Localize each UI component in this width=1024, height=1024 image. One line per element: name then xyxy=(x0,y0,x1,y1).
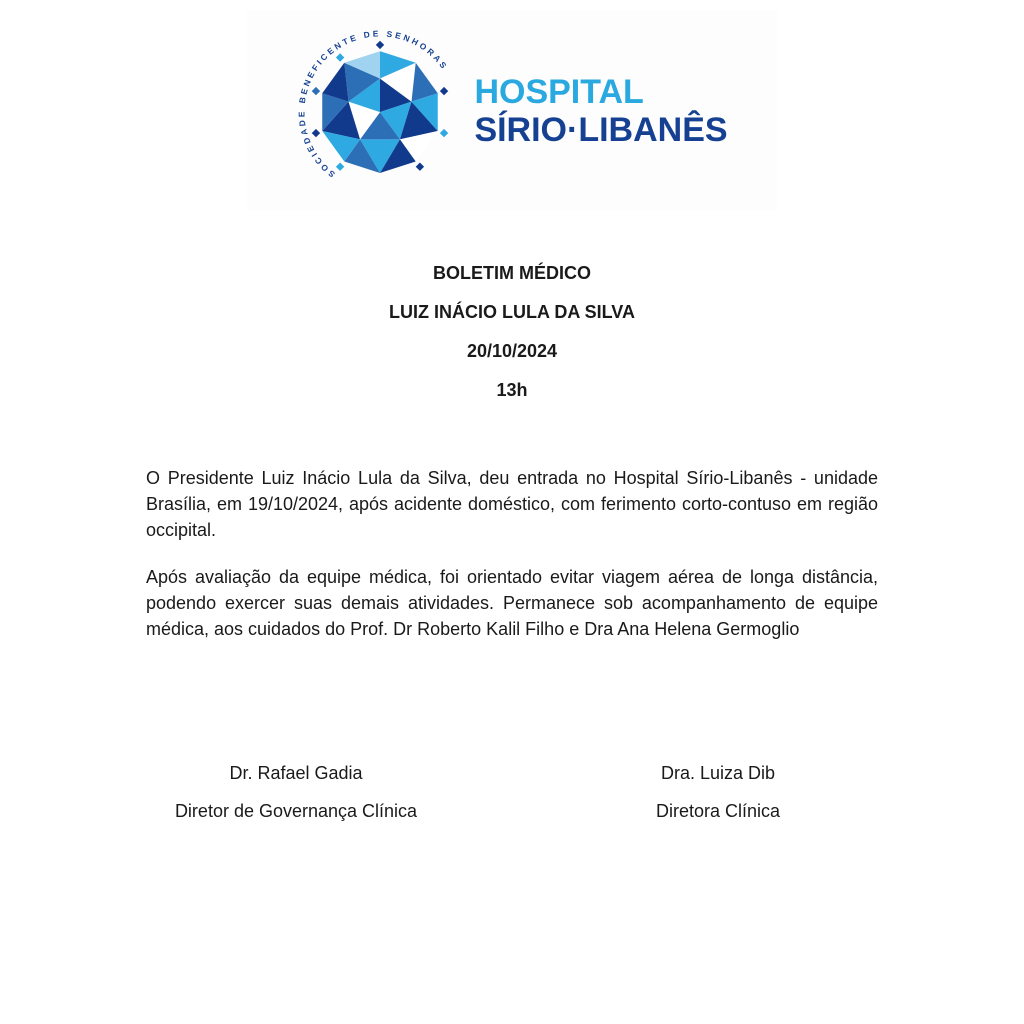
bulletin-header xyxy=(0,260,1024,403)
signature-right-title: Diretora Clínica xyxy=(655,801,781,821)
signatures-block xyxy=(146,760,878,824)
signature-left-name: Dr. Rafael Gadia xyxy=(229,763,363,783)
bulletin-date: 20/10/2024 xyxy=(466,341,558,361)
signature-right-name: Dra. Luiza Dib xyxy=(660,763,776,783)
signature-right xyxy=(558,760,878,824)
patient-name: LUIZ INÁCIO LULA DA SILVA xyxy=(389,302,635,322)
signature-left xyxy=(146,760,446,824)
bulletin-body xyxy=(146,465,878,642)
wordmark-hospital: HOSPITAL xyxy=(474,73,644,111)
bulletin-time: 13h xyxy=(496,380,528,400)
wordmark-sirio-libanes: SÍRIO·LIBANÊS xyxy=(474,111,728,149)
logo-ring-text: SOCIEDADE BENEFICENTE DE SENHORAS xyxy=(296,28,451,180)
logo-wordmark xyxy=(474,75,727,147)
paragraph-admission: O Presidente Luiz Inácio Lula da Silva, deu entrada no Hospital Sírio-Libanês - unidade Brasília, em 19/10/2024, após acidente doméstico, com ferimento corto-contuso em região occipital. xyxy=(146,468,878,540)
signature-left-title: Diretor de Governança Clínica xyxy=(174,801,418,821)
bulletin-title: BOLETIM MÉDICO xyxy=(433,263,591,283)
globe-logo-icon xyxy=(296,26,464,194)
hospital-logo xyxy=(247,10,777,210)
paragraph-evaluation: Após avaliação da equipe médica, foi orientado evitar viagem aérea de longa distância, podendo exercer suas demais atividades. Permanece sob acompanhamento de equipe médica, aos cuidados do Prof. Dr Roberto Kalil Filho e Dra Ana Helena Germoglio xyxy=(146,567,878,639)
